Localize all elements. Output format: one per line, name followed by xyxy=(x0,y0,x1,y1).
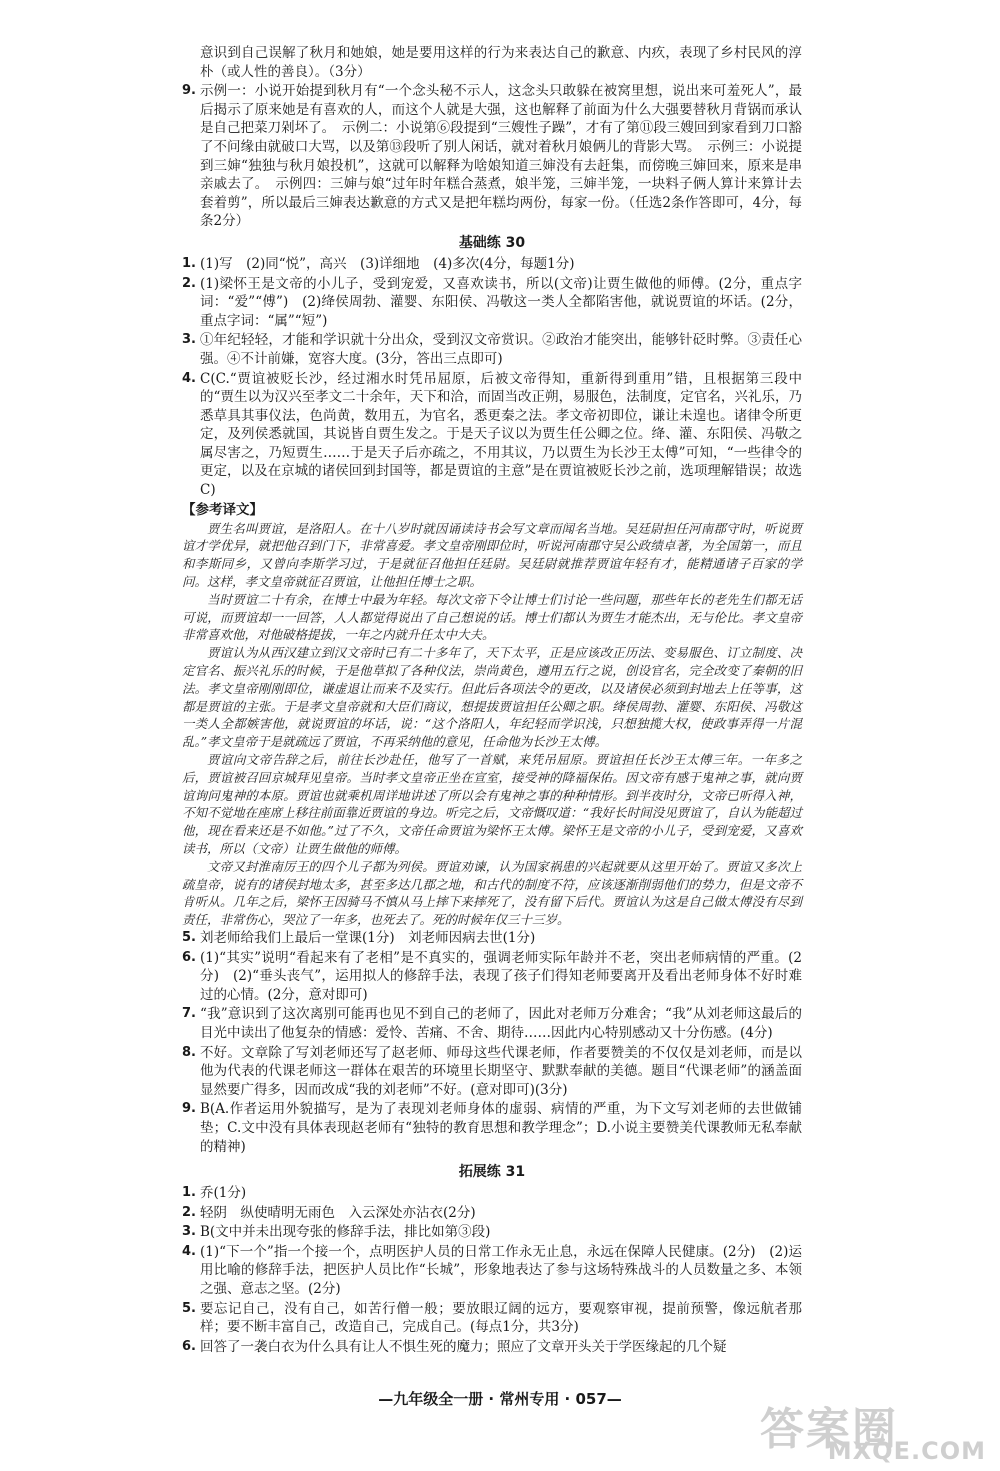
translation-paragraph: 贾谊认为从西汉建立到汉文帝时已有二十多年了，天下太平，正是应该改正历法、变易服色、订立制度、决定官名、振兴礼乐的时候，于是他草拟了各种仪法，崇尚黄色，遵用五行之说，创设官名，完全改变了秦朝的旧法。孝文皇帝刚刚即位，谦虚退让而来不及实行。但此后各项法令的更改，以及诸侯必须到封地去上任等事，这都是贾谊的主张。于是孝文皇帝就和大臣们商议，想提拔贾谊担任公卿之职。绛侯周勃、灌婴、东阳侯、冯敬这一类人全都嫉害他，就说贾谊的坏话，说：“这个洛阳人，年纪轻而学识浅，只想独揽大权，使政事弄得一片混乱。”孝文皇帝于是就疏远了贾谊，不再采纳他的意见，任命他为长沙王太傅。 xyxy=(182,645,802,750)
answer-item xyxy=(182,82,802,231)
block-answers-extend-31 xyxy=(182,1184,802,1356)
answer-number: 6. xyxy=(182,1338,196,1354)
answer-text: (1)“下一个”指一个接一个，点明医护人员的日常工作永无止息，永远在保障人民健康。(2分) (2)运用比喻的修辞手法，把医护人员比作“长城”，形象地表达了参与这场特殊战斗的人员数量之多、本领之强、意志之坚。(2分) xyxy=(200,1243,802,1298)
answer-number: 3. xyxy=(182,1224,196,1240)
answer-item xyxy=(182,1204,802,1223)
answer-text: (1)“其实”说明“看起来有了老相”是不真实的，强调老师实际年龄并不老，突出老师病情的严重。(2分) (2)“垂头丧气”，运用拟人的修辞手法，表现了孩子们得知老师要离开及看出老师身体不好时难过的心情。(2分，意对即可) xyxy=(200,949,802,1003)
answer-text: 回答了一袭白衣为什么具有让人不惧生死的魔力；照应了文章开头关于学医缘起的几个疑 xyxy=(200,1338,727,1355)
translation-paragraph: 当时贾谊二十有余，在博士中最为年轻。每次文帝下令让博士们讨论一些问题，那些年长的老先生们都无话可说，而贾谊却一一回答，人人都觉得说出了自己想说的话。博士们都认为贾生才能杰出，无与伦比。孝文皇帝非常喜欢他，对他破格提拔，一年之内就升任太中大夫。 xyxy=(182,591,802,643)
answer-text: “我”意识到了这次离别可能再也见不到自己的老师了，因此对老师万分难舍；“我”从刘老师这最后的目光中读出了他复杂的情感：爱怜、苦痛、不舍、期待……因此内心特别感动又十分伤感。(4分) xyxy=(200,1006,802,1041)
page-footer: —九年级全一册 · 常州专用 · 057— xyxy=(378,1390,622,1408)
answer-text: C(C.“贾谊被贬长沙，经过湘水时凭吊屈原，后被文帝得知，重新得到重用”错，且根据第三段中的“贾生以为汉兴至孝文二十余年，天下和洽，而固当改正朔，易服色，法制度，定官名，兴礼乐，乃悉草具其事仪法，色尚黄，数用五，为官名，悉更秦之法。孝文帝初即位，谦让未遑也。诸律令所更定，及列侯悉就国，其说皆自贾生发之。于是天子议以为贾生任公卿之位。绛、灌、东阳侯、冯敬之属尽害之，乃短贾生……于是天子后亦疏之，不用其议，乃以贾生为长沙王太傅”可知，“一些律令的更定，以及在京城的诸侯回到封国等，都是贾谊的主意”是在贾谊被贬长沙之前，选项理解错误；故选C) xyxy=(200,370,802,499)
answer-number: 4. xyxy=(182,370,196,386)
answer-item xyxy=(182,1338,802,1357)
answer-number: 5. xyxy=(182,929,196,945)
block-answers-prev xyxy=(182,82,802,231)
answer-number: 9. xyxy=(182,83,196,99)
answer-text: 示例一：小说开始提到秋月有“一个念头秘不示人，这念头只敢躲在被窝里想，说出来可羞死人”，最后揭示了原来她是有喜欢的人，而这个人就是大强，这也解释了前面为什么大强要替秋月背锅而承认是自己把菜刀剁坏了。 示例二：小说第⑥段提到“三嫂性子躁”，才有了第⑪段三嫂回到家看到刀口豁了不问缘由就破口大骂，以及第⑬段听了别人闲话，就对着秋月娘俩儿的背影大骂。 示例三：小说提到三婶“独独与秋月娘投机”，这就可以解释为啥娘知道三婶没有去赶集，而傍晚三婶回来，原来是串亲戚去了。 示例四：三婶与娘“过年时年糕合蒸煮，娘半笼，三婶半笼，一块料子俩人算计来算计去套着剪”，所以最后三婶表达歉意的方式又是把年糕均两份，每家一份。（任选2条作答即可，4分，每条2分） xyxy=(200,83,802,230)
translation-paragraph: 贾谊向文帝告辞之后，前往长沙赴任，他写了一首赋，来凭吊屈原。贾谊担任长沙王太傅三年。一年多之后，贾谊被召回京城拜见皇帝。当时孝文皇帝正坐在宣室，接受神的降福保佑。因文帝有感于鬼神之事，就向贾谊询问鬼神的本原。贾谊也就乘机周详地讲述了所以会有鬼神之事的种种情形。到半夜时分，文帝已听得入神，不知不觉地在座席上移往前面靠近贾谊的身边。听完之后，文帝慨叹道：“我好长时间没见贾谊了，自认为能超过他，现在看来还是不如他。”过了不久，文帝任命贾谊为梁怀王太傅。梁怀王是文帝的小儿子，受到宠爱，又喜欢读书，所以（文帝）让贾生做他的师傅。 xyxy=(182,752,802,856)
intro-text: 意识到自己误解了秋月和她娘，她是要用这样的行为来表达自己的歉意、内疚，表现了乡村民风的淳朴（或人性的善良）。（3分） xyxy=(200,45,802,80)
answer-item xyxy=(182,949,802,1005)
answer-number: 1. xyxy=(182,255,196,271)
answer-number: 2. xyxy=(182,1204,196,1220)
answer-number: 9. xyxy=(182,1101,196,1117)
answer-number: 1. xyxy=(182,1185,196,1201)
answer-item xyxy=(182,1223,802,1242)
answer-item xyxy=(182,1005,802,1042)
block-answers-reading xyxy=(182,929,802,1156)
answer-item xyxy=(182,370,802,500)
answer-item xyxy=(182,255,802,274)
answer-text: 乔(1分) xyxy=(200,1185,247,1202)
answer-item xyxy=(182,929,802,948)
translation-paragraph: 贾生名叫贾谊，是洛阳人。在十八岁时就因诵读诗书会写文章而闻名当地。吴廷尉担任河南郡守时，听说贾谊才学优异，就把他召到门下，非常喜爱。孝文皇帝刚即位时，听说河南郡守吴公政绩卓著，为全国第一，而且和李斯同乡，又曾向李斯学习过，于是就征召他担任廷尉。吴廷尉就推荐贾谊年轻有才，能精通诸子百家的学问。这样，孝文皇帝就征召贾谊，让他担任博士之职。 xyxy=(182,520,802,590)
translation-paragraph: 文帝又封淮南厉王的四个儿子都为列侯。贾谊劝谏，认为国家祸患的兴起就要从这里开始了。贾谊又多次上疏皇帝，说有的诸侯封地太多，甚至多达几郡之地，和古代的制度不符，应该逐渐削弱他们的势力，但是文帝不肯听从。几年之后，梁怀王因骑马不慎从马上摔下来摔死了，没有留下后代。贾谊认为这是自己做太傅没有尽到责任，非常伤心，哭泣了一年多，也死去了。死的时候年仅三十三岁。 xyxy=(182,858,802,928)
section-title-basic-30: 基础练 30 xyxy=(458,234,526,251)
reference-translation-title: 【参考译文】 xyxy=(182,501,263,518)
answer-number: 4. xyxy=(182,1243,196,1259)
reference-translation xyxy=(182,520,802,929)
answer-text: 刘老师给我们上最后一堂课(1分) 刘老师因病去世(1分) xyxy=(200,929,536,946)
answer-number: 8. xyxy=(182,1044,196,1060)
answer-number: 3. xyxy=(182,332,196,348)
block-answers-basic-30 xyxy=(182,255,802,500)
watermark-mark: 答案圈 xyxy=(760,1404,898,1455)
section-title-extend-31: 拓展练 31 xyxy=(458,1164,526,1181)
answer-text: ①年纪轻轻，才能和学识就十分出众，受到汉文帝赏识。②政治才能突出，能够针砭时弊。③责任心强。④不计前嫌，宽容大度。(3分，答出三点即可) xyxy=(200,332,802,367)
watermark-url: MXQE.COM xyxy=(827,1437,986,1465)
answer-item xyxy=(182,1300,802,1337)
answer-item xyxy=(182,275,802,331)
answer-number: 6. xyxy=(182,949,196,965)
answer-item xyxy=(182,1243,802,1299)
answer-column xyxy=(182,44,802,1357)
watermark-logo xyxy=(760,1393,990,1465)
answer-item xyxy=(182,331,802,368)
answer-text: 轻阴 纵使晴明无雨色 入云深处亦沾衣(2分) xyxy=(200,1204,476,1221)
answer-text: (1)梁怀王是文帝的小儿子，受到宠爱，又喜欢读书，所以(文帝)让贾生做他的师傅。(2分，重点字词：“爱”“傅”) (2)绛侯周勃、灌婴、东阳侯、冯敬这一类人全都陷害他，就说贾谊的坏话。(2分，重点字词：“属”“短”) xyxy=(200,275,802,329)
answer-number: 7. xyxy=(182,1006,196,1022)
answer-item xyxy=(182,1184,802,1203)
answer-number: 5. xyxy=(182,1300,196,1316)
answer-number: 2. xyxy=(182,275,196,291)
answer-item xyxy=(182,1100,802,1156)
answer-text: 不好。文章除了写刘老师还写了赵老师、师母这些代课老师，作者要赞美的不仅仅是刘老师，而是以他为代表的代课老师这一群体在艰苦的环境里长期坚守、默默奉献的美德。题目“代课老师”的涵盖面显然要广得多，因而改成“我的刘老师”不好。(意对即可)(3分) xyxy=(200,1044,802,1098)
answer-text: B(A.作者运用外貌描写，是为了表现刘老师身体的虚弱、病情的严重，为下文写刘老师的去世做铺垫；C.文中没有具体表现赵老师有“独特的教育思想和教学理念”；D.小说主要赞美代课教师无私奉献的精神) xyxy=(200,1101,802,1155)
answer-item xyxy=(182,1044,802,1100)
answer-text: (1)写 (2)同“悦”，高兴 (3)详细地 (4)多次(4分，每题1分) xyxy=(200,255,575,272)
answer-text: 要忘记自己，没有自己，如苦行僧一般；要放眼辽阔的远方，要观察审视，提前预警，像远航者那样；要不断丰富自己，改造自己，完成自己。(每点1分，共3分) xyxy=(200,1300,802,1336)
answer-text: B(文中并未出现夸张的修辞手法，排比如第③段) xyxy=(200,1224,491,1241)
